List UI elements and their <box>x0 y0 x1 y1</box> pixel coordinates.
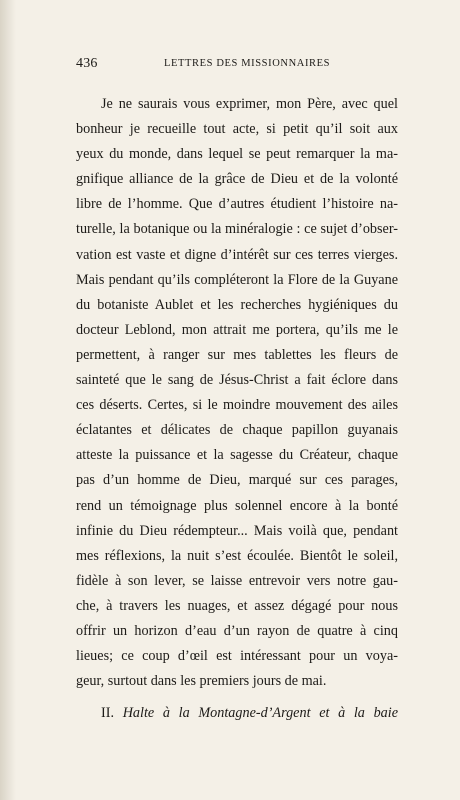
text-line: rend un témoignage plus solennel encore à la bonté <box>76 497 398 514</box>
text-line: fidèle à son lever, se laisse entrevoir vers notre gau- <box>76 572 398 589</box>
running-head-title: LETTRES DES MISSIONNAIRES <box>164 58 331 69</box>
text-line: che, à travers les nuages, et assez dégagé pour nous <box>76 597 398 614</box>
text-line: pas d’un homme de Dieu, marqué sur ces parages, <box>76 472 398 489</box>
text-line: mes réflexions, la nuit s’est écoulée. Bientôt le soleil, <box>76 547 398 564</box>
text-line: offrir un horizon d’eau d’un rayon de quatre à cinq <box>76 622 398 639</box>
section-number: II. <box>101 705 114 722</box>
page-number: 436 <box>76 56 98 71</box>
text-line: permettent, à ranger sur mes tablettes les fleurs de <box>76 346 398 363</box>
text-line: geur, surtout dans les premiers jours de mai. <box>76 673 327 690</box>
text-line: gnifique alliance de la grâce de Dieu et de la volonté <box>76 171 398 188</box>
text-line: docteur Leblond, mon attrait me portera, qu’ils me le <box>76 321 398 338</box>
text-line: yeux du monde, dans lequel se peut remarquer la ma- <box>76 146 398 163</box>
main-text <box>76 92 398 726</box>
text-line: turelle, la botanique ou la minéralogie : ce sujet d’obser- <box>76 221 398 238</box>
text-line: Je ne saurais vous exprimer, mon Père, avec quel <box>101 96 398 112</box>
text-line: vation est vaste et digne d’intérêt sur ces terres vierges. <box>76 246 398 263</box>
running-head <box>76 56 396 80</box>
text-line: libre de l’homme. Que d’autres étudient l’histoire na- <box>76 196 398 213</box>
section-heading <box>76 701 398 726</box>
text-line: du botaniste Aublet et les recherches hygiéniques du <box>76 296 398 313</box>
text-line: atteste la puissance et la sagesse du Créateur, chaque <box>76 447 398 464</box>
text-line: éclatantes et délicates de chaque papillon guyanais <box>76 422 398 439</box>
text-line: infinie du Dieu rédempteur... Mais voilà que, pendant <box>76 522 398 539</box>
text-line: Mais pendant qu’ils compléteront la Flore de la Guyane <box>76 271 398 288</box>
text-line: lieues; ce coup d’œil est intéressant pour un voya- <box>76 648 398 665</box>
text-line: bonheur je recueille tout acte, si petit qu’il soit aux <box>76 121 398 138</box>
section-title: Halte à la Montagne-d’Argent et à la baie <box>122 705 399 722</box>
text-line: sainteté que le sang de Jésus-Christ a fait éclore dans <box>76 372 398 389</box>
text-line: ces déserts. Certes, si le moindre mouvement des ailes <box>76 397 398 414</box>
